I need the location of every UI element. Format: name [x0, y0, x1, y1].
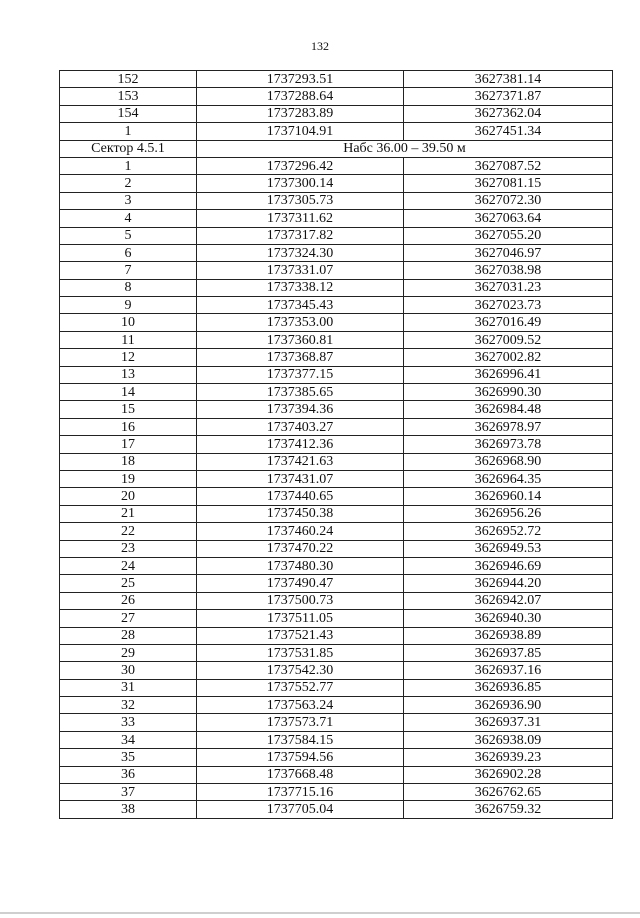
x-coordinate: 1737563.24 [197, 697, 404, 714]
x-coordinate: 1737460.24 [197, 523, 404, 540]
x-coordinate: 1737283.89 [197, 105, 404, 122]
point-number: 1 [60, 123, 197, 140]
x-coordinate: 1737345.43 [197, 297, 404, 314]
table-row [60, 262, 613, 279]
table-row [60, 384, 613, 401]
y-coordinate: 3627002.82 [404, 349, 613, 366]
table-row [60, 575, 613, 592]
y-coordinate: 3626762.65 [404, 784, 613, 801]
point-number: 30 [60, 662, 197, 679]
point-number: 14 [60, 384, 197, 401]
x-coordinate: 1737705.04 [197, 801, 404, 818]
x-coordinate: 1737104.91 [197, 123, 404, 140]
point-number: 21 [60, 505, 197, 522]
table-row [60, 679, 613, 696]
table-row [60, 488, 613, 505]
y-coordinate: 3626984.48 [404, 401, 613, 418]
point-number: 13 [60, 366, 197, 383]
x-coordinate: 1737521.43 [197, 627, 404, 644]
x-coordinate: 1737324.30 [197, 244, 404, 261]
page-number: 132 [311, 39, 329, 53]
sector-header-group [60, 140, 613, 157]
x-coordinate: 1737511.05 [197, 610, 404, 627]
table-row [60, 331, 613, 348]
sector-elevation-range: Набс 36.00 – 39.50 м [197, 140, 613, 157]
y-coordinate: 3626936.85 [404, 679, 613, 696]
point-number: 26 [60, 592, 197, 609]
y-coordinate: 3626937.31 [404, 714, 613, 731]
point-number: 8 [60, 279, 197, 296]
y-coordinate: 3627016.49 [404, 314, 613, 331]
y-coordinate: 3626937.16 [404, 662, 613, 679]
x-coordinate: 1737531.85 [197, 644, 404, 661]
point-number: 35 [60, 749, 197, 766]
point-number: 20 [60, 488, 197, 505]
point-number: 16 [60, 418, 197, 435]
table-row [60, 697, 613, 714]
y-coordinate: 3627038.98 [404, 262, 613, 279]
x-coordinate: 1737288.64 [197, 88, 404, 105]
x-coordinate: 1737500.73 [197, 592, 404, 609]
x-coordinate: 1737542.30 [197, 662, 404, 679]
sector-header-row [60, 140, 613, 157]
x-coordinate: 1737584.15 [197, 731, 404, 748]
y-coordinate: 3627371.87 [404, 88, 613, 105]
y-coordinate: 3626937.85 [404, 644, 613, 661]
point-number: 5 [60, 227, 197, 244]
x-coordinate: 1737305.73 [197, 192, 404, 209]
table-row [60, 749, 613, 766]
y-coordinate: 3626952.72 [404, 523, 613, 540]
x-coordinate: 1737338.12 [197, 279, 404, 296]
x-coordinate: 1737431.07 [197, 470, 404, 487]
y-coordinate: 3627009.52 [404, 331, 613, 348]
y-coordinate: 3626759.32 [404, 801, 613, 818]
x-coordinate: 1737360.81 [197, 331, 404, 348]
x-coordinate: 1737317.82 [197, 227, 404, 244]
table-row [60, 123, 613, 140]
x-coordinate: 1737385.65 [197, 384, 404, 401]
table-body-before-sector [60, 71, 613, 141]
table-row [60, 297, 613, 314]
table-row [60, 401, 613, 418]
point-number: 154 [60, 105, 197, 122]
x-coordinate: 1737490.47 [197, 575, 404, 592]
y-coordinate: 3627023.73 [404, 297, 613, 314]
table-row [60, 627, 613, 644]
point-number: 23 [60, 540, 197, 557]
x-coordinate: 1737377.15 [197, 366, 404, 383]
y-coordinate: 3627081.15 [404, 175, 613, 192]
table-row [60, 157, 613, 174]
y-coordinate: 3626990.30 [404, 384, 613, 401]
x-coordinate: 1737311.62 [197, 210, 404, 227]
point-number: 36 [60, 766, 197, 783]
table-row [60, 210, 613, 227]
x-coordinate: 1737300.14 [197, 175, 404, 192]
x-coordinate: 1737450.38 [197, 505, 404, 522]
y-coordinate: 3626949.53 [404, 540, 613, 557]
x-coordinate: 1737403.27 [197, 418, 404, 435]
x-coordinate: 1737594.56 [197, 749, 404, 766]
table-row [60, 714, 613, 731]
point-number: 11 [60, 331, 197, 348]
point-number: 38 [60, 801, 197, 818]
table-row [60, 523, 613, 540]
table-row [60, 349, 613, 366]
table-row [60, 470, 613, 487]
y-coordinate: 3627072.30 [404, 192, 613, 209]
table-row [60, 453, 613, 470]
point-number: 22 [60, 523, 197, 540]
x-coordinate: 1737573.71 [197, 714, 404, 731]
point-number: 31 [60, 679, 197, 696]
point-number: 2 [60, 175, 197, 192]
y-coordinate: 3626960.14 [404, 488, 613, 505]
table-row [60, 540, 613, 557]
table-row [60, 592, 613, 609]
y-coordinate: 3627031.23 [404, 279, 613, 296]
point-number: 152 [60, 71, 197, 88]
x-coordinate: 1737296.42 [197, 157, 404, 174]
x-coordinate: 1737331.07 [197, 262, 404, 279]
y-coordinate: 3626973.78 [404, 436, 613, 453]
point-number: 12 [60, 349, 197, 366]
table-row [60, 244, 613, 261]
x-coordinate: 1737480.30 [197, 557, 404, 574]
table-row [60, 557, 613, 574]
table-row [60, 366, 613, 383]
table-row [60, 731, 613, 748]
coordinates-table [59, 70, 613, 819]
table-row [60, 784, 613, 801]
table-row [60, 175, 613, 192]
x-coordinate: 1737421.63 [197, 453, 404, 470]
y-coordinate: 3626902.28 [404, 766, 613, 783]
point-number: 17 [60, 436, 197, 453]
table-row [60, 801, 613, 818]
y-coordinate: 3626942.07 [404, 592, 613, 609]
y-coordinate: 3627381.14 [404, 71, 613, 88]
table-row [60, 505, 613, 522]
y-coordinate: 3627055.20 [404, 227, 613, 244]
point-number: 28 [60, 627, 197, 644]
x-coordinate: 1737440.65 [197, 488, 404, 505]
point-number: 9 [60, 297, 197, 314]
point-number: 1 [60, 157, 197, 174]
table-row [60, 610, 613, 627]
y-coordinate: 3626939.23 [404, 749, 613, 766]
y-coordinate: 3626978.97 [404, 418, 613, 435]
y-coordinate: 3626936.90 [404, 697, 613, 714]
point-number: 29 [60, 644, 197, 661]
point-number: 24 [60, 557, 197, 574]
x-coordinate: 1737470.22 [197, 540, 404, 557]
y-coordinate: 3626944.20 [404, 575, 613, 592]
y-coordinate: 3626940.30 [404, 610, 613, 627]
point-number: 15 [60, 401, 197, 418]
point-number: 3 [60, 192, 197, 209]
point-number: 34 [60, 731, 197, 748]
y-coordinate: 3626956.26 [404, 505, 613, 522]
y-coordinate: 3627087.52 [404, 157, 613, 174]
x-coordinate: 1737668.48 [197, 766, 404, 783]
point-number: 18 [60, 453, 197, 470]
table-row [60, 418, 613, 435]
point-number: 25 [60, 575, 197, 592]
y-coordinate: 3626938.09 [404, 731, 613, 748]
y-coordinate: 3626946.69 [404, 557, 613, 574]
y-coordinate: 3627451.34 [404, 123, 613, 140]
y-coordinate: 3627063.64 [404, 210, 613, 227]
table-row [60, 105, 613, 122]
table-row [60, 662, 613, 679]
point-number: 37 [60, 784, 197, 801]
table-row [60, 279, 613, 296]
x-coordinate: 1737368.87 [197, 349, 404, 366]
table-body-after-sector [60, 157, 613, 818]
x-coordinate: 1737552.77 [197, 679, 404, 696]
table-row [60, 71, 613, 88]
y-coordinate: 3626996.41 [404, 366, 613, 383]
table-row [60, 436, 613, 453]
x-coordinate: 1737715.16 [197, 784, 404, 801]
table-row [60, 88, 613, 105]
point-number: 19 [60, 470, 197, 487]
y-coordinate: 3626964.35 [404, 470, 613, 487]
x-coordinate: 1737412.36 [197, 436, 404, 453]
point-number: 6 [60, 244, 197, 261]
y-coordinate: 3626938.89 [404, 627, 613, 644]
point-number: 32 [60, 697, 197, 714]
point-number: 7 [60, 262, 197, 279]
table-row [60, 192, 613, 209]
table-row [60, 644, 613, 661]
y-coordinate: 3627046.97 [404, 244, 613, 261]
x-coordinate: 1737394.36 [197, 401, 404, 418]
x-coordinate: 1737293.51 [197, 71, 404, 88]
point-number: 10 [60, 314, 197, 331]
table-row [60, 227, 613, 244]
x-coordinate: 1737353.00 [197, 314, 404, 331]
y-coordinate: 3627362.04 [404, 105, 613, 122]
table-row [60, 766, 613, 783]
point-number: 33 [60, 714, 197, 731]
y-coordinate: 3626968.90 [404, 453, 613, 470]
point-number: 4 [60, 210, 197, 227]
page-bottom-edge [0, 912, 640, 914]
point-number: 153 [60, 88, 197, 105]
sector-label: Сектор 4.5.1 [60, 140, 197, 157]
point-number: 27 [60, 610, 197, 627]
table-row [60, 314, 613, 331]
